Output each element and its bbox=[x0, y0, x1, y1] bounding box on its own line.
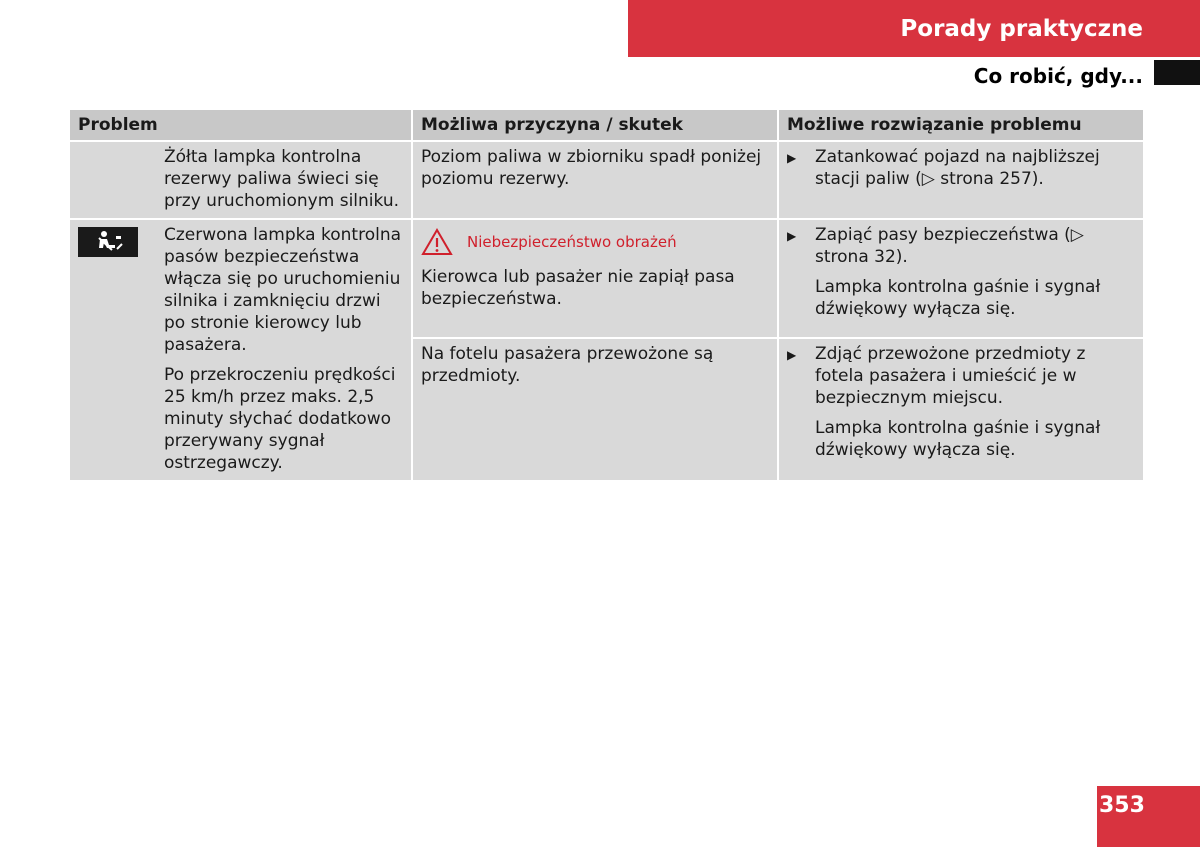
solution-note: Lampka kontrolna gaśnie i sygnał dźwiękowy wyłącza się. bbox=[815, 418, 1101, 461]
cause-text: Poziom paliwa w zbiorniku spadł poniżej poziomu rezerwy. bbox=[421, 147, 762, 189]
solution-cell bbox=[778, 338, 1144, 481]
bullet-arrow-icon: ▶ bbox=[787, 229, 797, 243]
troubleshooting-table bbox=[68, 108, 1145, 482]
problem-text-secondary: Po przekroczeniu prędkości 25 km/h przez maks. 2,5 minuty słychać dodatkowo przerywany sygnał ostrzegawczy. bbox=[164, 365, 396, 473]
problem-cell bbox=[69, 219, 412, 481]
solution-step bbox=[787, 224, 1135, 268]
bullet-arrow-icon: ▶ bbox=[787, 348, 797, 363]
problem-text: Czerwona lampka kontrolna pasów bezpieczeństwa włącza się po uruchomieniu silnika i zamknięciu drzwi po stronie kierowcy lub pasażera. bbox=[164, 225, 402, 355]
warning-triangle-icon bbox=[421, 228, 453, 256]
page-number: 353 bbox=[1097, 786, 1200, 847]
solution-text: Zapiąć pasy bezpieczeństwa (▷ strona 32). bbox=[815, 225, 1084, 267]
solution-text: Zdjąć przewożone przedmioty z fotela pasażera i umieścić je w bezpiecznym miejscu. bbox=[815, 344, 1086, 409]
problem-text: Żółta lampka kontrolna rezerwy paliwa świeci się przy uruchomionym silniku. bbox=[164, 147, 400, 211]
table-header-row bbox=[69, 109, 1144, 141]
column-header-problem: Problem bbox=[69, 109, 412, 141]
solution-step bbox=[787, 146, 1135, 190]
cause-cell bbox=[412, 141, 778, 219]
danger-warning bbox=[421, 228, 769, 256]
column-header-cause: Możliwa przyczyna / skutek bbox=[412, 109, 778, 141]
page-subtitle: Co robić, gdy... bbox=[973, 64, 1143, 88]
bullet-arrow-icon: ▶ bbox=[787, 151, 797, 165]
cause-cell bbox=[412, 219, 778, 338]
cause-text: Na fotelu pasażera przewożone są przedmioty. bbox=[421, 344, 714, 387]
solution-cell bbox=[778, 219, 1144, 338]
solution-step bbox=[787, 343, 1135, 409]
section-title: Porady praktyczne bbox=[900, 15, 1143, 42]
column-header-solution: Możliwe rozwiązanie problemu bbox=[778, 109, 1144, 141]
subtitle-marker bbox=[1154, 60, 1200, 85]
cause-text: Kierowca lub pasażer nie zapiął pasa bezpieczeństwa. bbox=[421, 267, 735, 309]
table-row bbox=[69, 141, 1144, 219]
table-row bbox=[69, 219, 1144, 338]
seatbelt-warning-icon bbox=[78, 227, 138, 257]
cause-cell bbox=[412, 338, 778, 481]
solution-text: Zatankować pojazd na najbliższej stacji paliw (▷ strona 257). bbox=[815, 147, 1100, 189]
problem-cell bbox=[69, 141, 412, 219]
section-title-bar bbox=[628, 0, 1200, 57]
solution-cell bbox=[778, 141, 1144, 219]
warning-text: Niebezpieczeństwo obrażeń bbox=[467, 233, 677, 251]
solution-note: Lampka kontrolna gaśnie i sygnał dźwiękowy wyłącza się. bbox=[815, 277, 1101, 319]
